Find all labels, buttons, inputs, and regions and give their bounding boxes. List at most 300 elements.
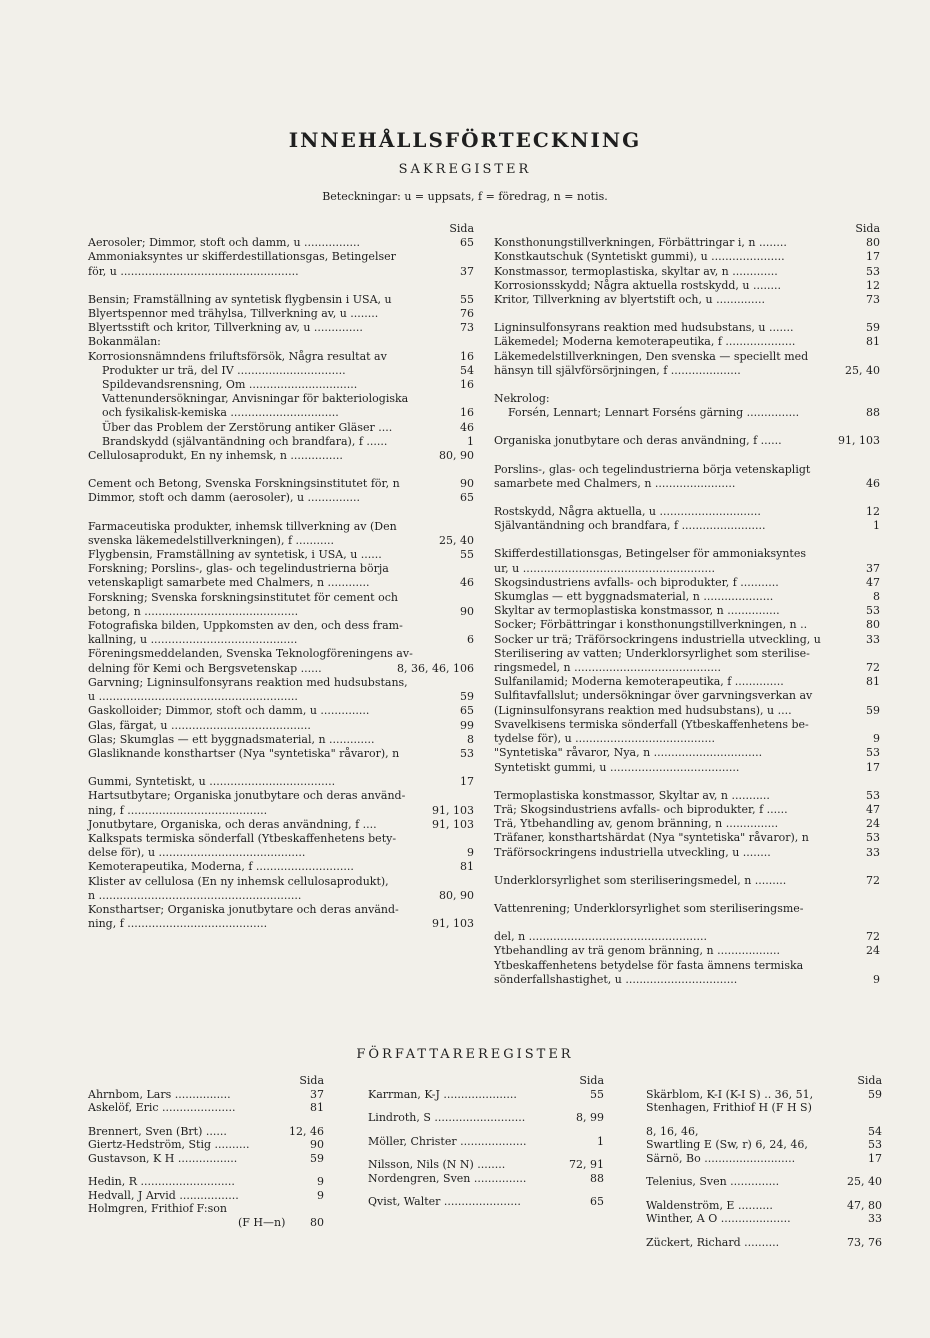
index-entry xyxy=(88,846,474,860)
index-entry-text: Korrosionsskydd; Några aktuella rostskydd, u ........ xyxy=(494,278,781,292)
author-name: Stenhagen, Frithiof H (F H S) xyxy=(646,1101,812,1114)
author-entry xyxy=(88,1202,324,1216)
index-entry-text: tydelse för), u ........................................ xyxy=(494,732,716,746)
index-entry xyxy=(88,350,474,364)
index-entry-page: 91, 103 xyxy=(432,817,474,831)
index-entry-text: vetenskapligt samarbete med Chalmers, n ............ xyxy=(88,576,370,590)
index-entry-text: Sulfanilamid; Moderna kemoterapeutika, f .............. xyxy=(494,675,784,689)
index-entry xyxy=(88,378,474,392)
index-entry-page: 81 xyxy=(460,860,474,874)
index-entry xyxy=(494,335,880,349)
index-entry xyxy=(88,747,474,761)
author-entry xyxy=(88,1101,324,1115)
author-entry xyxy=(368,1158,604,1172)
index-entry xyxy=(494,406,880,420)
index-entry-text: Termoplastiska konstmassor, Skyltar av, n ........... xyxy=(494,788,770,802)
index-entry-text: Garvning; Ligninsulfonsyrans reaktion med hudsubstans, xyxy=(88,675,408,689)
index-entry-page: 59 xyxy=(866,703,880,717)
index-entry-page: 65 xyxy=(460,236,474,250)
author-pages: 65 xyxy=(590,1195,604,1208)
index-entry-page: 8 xyxy=(873,590,880,604)
index-entry xyxy=(88,576,474,590)
index-entry-page: 91, 103 xyxy=(432,917,474,931)
index-entry-text: Konstkautschuk (Syntetiskt gummi), u ..................... xyxy=(494,250,785,264)
author-name: Gustavson, K H ................. xyxy=(88,1151,238,1165)
author-name: Swartling E (Sw, r) 6, 24, 46, xyxy=(646,1138,808,1151)
author-name: Waldenström, E .......... xyxy=(646,1198,773,1212)
author-entry xyxy=(646,1152,882,1166)
index-entry-page: 1 xyxy=(873,519,880,533)
index-entry-text: Jonutbytare, Organiska, och deras användning, f .... xyxy=(88,817,377,831)
index-entry-text: Kemoterapeutika, Moderna, f ............................ xyxy=(88,860,354,874)
index-entry-text: Flygbensin, Framställning av syntetisk, i USA, u ...... xyxy=(88,548,382,562)
index-entry-text: Forsén, Lennart; Lennart Forséns gärning ............... xyxy=(508,406,800,420)
index-entry-text: Skogsindustriens avfalls- och biprodukter, f ........... xyxy=(494,575,779,589)
index-entry xyxy=(494,250,880,264)
index-entry-page: 17 xyxy=(866,250,880,264)
index-entry xyxy=(494,959,880,973)
index-entry-text: Bokanmälan: xyxy=(88,335,161,349)
index-entry xyxy=(88,775,474,789)
author-pages: 1 xyxy=(597,1134,604,1148)
index-entry-text: Konsthonungstillverkningen, Förbättringar i, n ........ xyxy=(494,236,787,250)
index-entry-page: 53 xyxy=(866,746,880,760)
index-entry-page: 24 xyxy=(866,944,880,958)
index-entry-text: och fysikalisk-kemiska ............................... xyxy=(102,406,339,420)
index-entry-text: Socker; Förbättringar i konsthonungstillverkningen, n .. xyxy=(494,618,808,632)
index-entry xyxy=(88,818,474,832)
index-entry-page: 80 xyxy=(866,236,880,250)
index-entry-page: 81 xyxy=(866,335,880,349)
index-entry xyxy=(88,662,474,676)
author-pages: 33 xyxy=(868,1212,882,1225)
index-entry-text: Syntetiskt gummi, u ..................................... xyxy=(494,760,740,774)
index-entry-text: Skifferdestillationsgas, Betingelser för ammoniaksyntes xyxy=(494,547,806,561)
index-entry-page: 53 xyxy=(866,264,880,278)
index-entry-text: Trä, Ytbehandling av, genom bränning, n ............... xyxy=(494,817,779,831)
index-entry-text: Blyertsstift och kritor, Tillverkning av, u .............. xyxy=(88,321,363,335)
index-entry-text: Glasliknande konsthartser (Nya "syntetiska" råvaror), n xyxy=(88,746,400,760)
index-entry xyxy=(494,463,880,477)
index-entry-text: Socker ur trä; Träförsockringens industriella utveckling, u xyxy=(494,632,821,646)
index-entry-page: 9 xyxy=(467,846,474,860)
author-pages: 37 xyxy=(310,1087,324,1101)
author-entry xyxy=(646,1236,882,1250)
author-pages: 9 xyxy=(317,1175,324,1188)
index-entry xyxy=(494,562,880,576)
author-pages: 55 xyxy=(590,1087,604,1101)
index-entry xyxy=(88,406,474,420)
index-entry-text: (Ligninsulfonsyrans reaktion med hudsubstans), u .... xyxy=(494,703,792,717)
index-entry-text: Sulfitavfallslut; undersökningar över garvningsverkan av xyxy=(494,689,813,703)
index-entry xyxy=(88,265,474,279)
index-entry xyxy=(88,633,474,647)
index-entry-text: Ytbeskaffenhetens betydelse för fasta ämnens termiska xyxy=(494,958,804,972)
author-index-column-3 xyxy=(646,1074,882,1249)
index-entry-page: 72 xyxy=(866,661,880,675)
index-entry-text: Cement och Betong, Svenska Forskningsinstitutet för, n xyxy=(88,477,400,491)
author-name: Giertz-Hedström, Stig .......... xyxy=(88,1138,250,1151)
index-entry xyxy=(494,803,880,817)
index-entry-page: 59 xyxy=(866,321,880,335)
author-entry xyxy=(368,1111,604,1125)
index-entry xyxy=(88,690,474,704)
index-entry-page: 12 xyxy=(866,278,880,292)
index-entry-page: 8 xyxy=(467,732,474,746)
index-entry-text: Glas, färgat, u ........................................ xyxy=(88,718,311,732)
index-entry-text: Trä; Skogsindustriens avfalls- och biprodukter, f ...... xyxy=(494,802,788,816)
index-entry xyxy=(88,449,474,463)
author-entry xyxy=(88,1189,324,1203)
index-entry-text: Hartsutbytare; Organiska jonutbytare och deras använd- xyxy=(88,789,406,803)
index-entry xyxy=(494,647,880,661)
index-entry-page: 1 xyxy=(467,434,474,448)
sida-label: Sida xyxy=(579,1074,604,1087)
index-entry xyxy=(88,789,474,803)
author-pages: 53 xyxy=(868,1138,882,1151)
subject-index-left-column xyxy=(88,222,474,931)
index-entry xyxy=(88,860,474,874)
index-entry-page: 24 xyxy=(866,817,880,831)
index-entry xyxy=(494,364,880,378)
author-name: Skärblom, K-I (K-I S) .. 36, 51, xyxy=(646,1087,814,1101)
index-entry-page: 16 xyxy=(460,406,474,420)
author-entry xyxy=(88,1125,324,1139)
index-entry xyxy=(494,505,880,519)
index-entry-text: Föreningsmeddelanden, Svenska Teknologföreningens av- xyxy=(88,647,413,661)
index-entry-page: 91, 103 xyxy=(432,803,474,817)
index-entry-page: 33 xyxy=(866,845,880,859)
index-entry xyxy=(88,917,474,931)
index-entry-page: 46 xyxy=(460,576,474,590)
index-entry-text: Klister av cellulosa (En ny inhemsk cellulosaprodukt), xyxy=(88,874,389,888)
index-entry-page: 72 xyxy=(866,873,880,887)
index-entry-page: 12 xyxy=(866,505,880,519)
index-entry-text: delning för Kemi och Bergsvetenskap ...... xyxy=(88,661,322,675)
author-name: Winther, A O .................... xyxy=(646,1212,791,1225)
author-name: (F H—n) xyxy=(238,1215,286,1229)
index-entry xyxy=(494,661,880,675)
index-entry-text: Skyltar av termoplastiska konstmassor, n ............... xyxy=(494,604,780,618)
index-entry xyxy=(88,548,474,562)
index-entry xyxy=(494,874,880,888)
index-entry-text: Ytbehandling av trä genom bränning, n .................. xyxy=(494,944,781,958)
author-pages: 47, 80 xyxy=(847,1198,882,1212)
sida-label: Sida xyxy=(855,222,880,235)
author-index-column-2 xyxy=(368,1074,604,1209)
index-entry-page: 8, 36, 46, 106 xyxy=(397,661,474,675)
index-entry-text: Nekrolog: xyxy=(494,392,550,406)
author-name: Särnö, Bo .......................... xyxy=(646,1151,796,1165)
author-pages: 12, 46 xyxy=(289,1124,324,1138)
index-entry-text: Fotografiska bilden, Uppkomsten av den, och dess fram- xyxy=(88,619,403,633)
author-name: Brennert, Sven (Brt) ...... xyxy=(88,1124,227,1138)
author-name: 8, 16, 46, xyxy=(646,1124,699,1138)
index-entry-page: 53 xyxy=(866,831,880,845)
index-entry-page: 17 xyxy=(866,760,880,774)
index-entry-text: Svavelkisens termiska sönderfall (Ytbeskaffenhetens be- xyxy=(494,717,809,731)
index-entry-page: 80 xyxy=(866,618,880,632)
author-pages: 90 xyxy=(310,1138,324,1151)
index-entry xyxy=(88,804,474,818)
section-title-sakregister: SAKREGISTER xyxy=(398,162,532,177)
index-entry xyxy=(88,534,474,548)
index-entry xyxy=(88,562,474,576)
author-pages: 81 xyxy=(310,1101,324,1114)
index-entry-page: 55 xyxy=(460,548,474,562)
index-entry-text: Vattenrening; Underklorsyrlighet som steriliseringsme- xyxy=(494,901,804,915)
index-entry xyxy=(494,434,880,448)
author-pages: 80 xyxy=(310,1215,324,1229)
index-entry xyxy=(494,675,880,689)
index-entry-text: Läkemedel; Moderna kemoterapeutika, f .................... xyxy=(494,335,796,349)
index-entry xyxy=(88,421,474,435)
index-entry-page: 9 xyxy=(873,732,880,746)
index-entry-text: Korrosionsnämndens friluftsförsök, Några resultat av xyxy=(88,349,387,363)
index-entry-text: Träfaner, konsthartshärdat (Nya "syntetiska" råvaror), n xyxy=(494,831,809,845)
author-name: Möller, Christer ................... xyxy=(368,1134,527,1148)
author-entry xyxy=(368,1172,604,1186)
index-entry-text: Glas; Skumglas — ett byggnadsmaterial, n ............. xyxy=(88,732,375,746)
index-entry xyxy=(494,618,880,632)
author-entry xyxy=(646,1199,882,1213)
index-entry xyxy=(494,732,880,746)
index-entry-text: hänsyn till självförsörjningen, f .................... xyxy=(494,363,741,377)
index-entry xyxy=(494,293,880,307)
index-entry-text: kallning, u .......................................... xyxy=(88,633,298,647)
index-entry-text: Porslins-, glas- och tegelindustrierna börja vetenskapligt xyxy=(494,462,811,476)
author-entry xyxy=(88,1216,324,1230)
author-entry xyxy=(368,1135,604,1149)
index-entry xyxy=(494,973,880,987)
index-entry xyxy=(494,547,880,561)
sida-label: Sida xyxy=(857,1074,882,1087)
author-entry xyxy=(88,1175,324,1189)
index-entry xyxy=(494,236,880,250)
index-entry-text: sönderfallshastighet, u ................................ xyxy=(494,972,738,986)
author-name: Holmgren, Frithiof F:son xyxy=(88,1202,227,1215)
index-entry xyxy=(494,761,880,775)
sida-label: Sida xyxy=(299,1074,324,1087)
index-entry-text: delse för), u .......................................... xyxy=(88,846,306,860)
index-entry-page: 54 xyxy=(460,363,474,377)
author-name: Nordengren, Sven ............... xyxy=(368,1171,527,1185)
index-entry-text: Självantändning och brandfara, f ........................ xyxy=(494,519,766,533)
index-entry xyxy=(494,944,880,958)
index-entry xyxy=(88,875,474,889)
author-name: Ahrnbom, Lars ................ xyxy=(88,1087,231,1101)
index-entry-text: samarbete med Chalmers, n ....................... xyxy=(494,476,736,490)
index-entry xyxy=(88,321,474,335)
index-entry-text: Aerosoler; Dimmor, stoft och damm, u ................ xyxy=(88,236,360,250)
index-entry-page: 53 xyxy=(460,746,474,760)
index-entry-page: 59 xyxy=(460,690,474,704)
index-entry-page: 16 xyxy=(460,378,474,392)
index-entry xyxy=(88,903,474,917)
index-entry-text: Vattenundersökningar, Anvisningar för bakteriologiska xyxy=(102,392,409,406)
index-entry xyxy=(88,832,474,846)
index-entry-page: 65 xyxy=(460,491,474,505)
index-entry xyxy=(494,831,880,845)
index-entry-page: 88 xyxy=(866,406,880,420)
index-entry xyxy=(494,279,880,293)
index-entry xyxy=(88,236,474,250)
author-entry xyxy=(88,1138,324,1152)
index-entry xyxy=(88,719,474,733)
author-name: Nilsson, Nils (N N) ........ xyxy=(368,1158,506,1171)
author-pages: 88 xyxy=(590,1171,604,1185)
index-entry-page: 33 xyxy=(866,632,880,646)
index-entry xyxy=(494,930,880,944)
index-entry xyxy=(494,350,880,364)
index-entry-text: Organiska jonutbytare och deras användning, f ...... xyxy=(494,434,782,448)
index-entry-page: 47 xyxy=(866,575,880,589)
author-name: Hedvall, J Arvid ................. xyxy=(88,1188,239,1202)
author-entry xyxy=(646,1212,882,1226)
author-name: Hedin, R ........................... xyxy=(88,1175,235,1188)
index-entry-text: "Syntetiska" råvaror, Nya, n ............................... xyxy=(494,746,763,760)
index-entry-page: 47 xyxy=(866,802,880,816)
index-entry-page: 37 xyxy=(866,561,880,575)
index-entry xyxy=(494,392,880,406)
index-entry xyxy=(88,250,474,264)
index-entry xyxy=(88,392,474,406)
author-entry xyxy=(646,1101,882,1115)
index-entry xyxy=(88,704,474,718)
index-entry-text: Underklorsyrlighet som steriliseringsmedel, n ......... xyxy=(494,873,787,887)
index-entry-text: Farmaceutiska produkter, inhemsk tillverkning av (Den xyxy=(88,519,397,533)
index-entry-page: 37 xyxy=(460,264,474,278)
index-entry-page: 99 xyxy=(460,718,474,732)
index-entry-text: Über das Problem der Zerstörung antiker Gläser .... xyxy=(102,420,393,434)
author-pages: 72, 91 xyxy=(569,1158,604,1171)
index-entry-page: 90 xyxy=(460,604,474,618)
index-entry-page: 25, 40 xyxy=(439,533,474,547)
index-entry-page: 90 xyxy=(460,477,474,491)
index-entry xyxy=(494,477,880,491)
index-entry-page: 81 xyxy=(866,675,880,689)
index-entry xyxy=(88,491,474,505)
index-entry xyxy=(88,605,474,619)
index-entry-page: 73 xyxy=(866,293,880,307)
index-entry xyxy=(494,817,880,831)
author-pages: 59 xyxy=(868,1087,882,1101)
index-entry xyxy=(494,633,880,647)
index-entry xyxy=(88,335,474,349)
index-entry xyxy=(88,364,474,378)
author-name: Karrman, K-J ..................... xyxy=(368,1087,517,1101)
index-entry-page: 25, 40 xyxy=(845,363,880,377)
index-entry-text: Sterilisering av vatten; Underklorsyrlighet som sterilise- xyxy=(494,646,810,660)
index-entry xyxy=(494,746,880,760)
index-entry-text: Forskning; Svenska forskningsinstitutet för cement och xyxy=(88,590,398,604)
section-title-forfattareregister: FÖRFATTAREREGISTER xyxy=(356,1047,574,1062)
index-entry-text: u ......................................................... xyxy=(88,690,298,704)
index-entry-page: 80, 90 xyxy=(439,449,474,463)
index-entry-page: 80, 90 xyxy=(439,888,474,902)
index-entry-text: Cellulosaprodukt, En ny inhemsk, n ............... xyxy=(88,449,343,463)
index-entry xyxy=(494,789,880,803)
index-entry xyxy=(88,477,474,491)
index-entry-text: ringsmedel, n .......................................... xyxy=(494,661,721,675)
index-entry-page: 16 xyxy=(460,349,474,363)
index-entry xyxy=(88,676,474,690)
index-entry-text: Brandskydd (självantändning och brandfara), f ...... xyxy=(102,434,388,448)
index-entry-text: Gummi, Syntetiskt, u .................................... xyxy=(88,775,336,789)
index-entry-page: 65 xyxy=(460,704,474,718)
index-entry xyxy=(494,689,880,703)
index-entry xyxy=(88,307,474,321)
author-entry xyxy=(368,1088,604,1102)
sida-label: Sida xyxy=(449,222,474,235)
index-entry-text: Produkter ur trä, del IV ............................... xyxy=(102,363,346,377)
index-entry-text: Träförsockringens industriella utveckling, u ........ xyxy=(494,845,771,859)
index-entry xyxy=(494,704,880,718)
index-entry-page: 53 xyxy=(866,788,880,802)
index-entry-text: Skumglas — ett byggnadsmaterial, n .................... xyxy=(494,590,774,604)
index-entry xyxy=(494,846,880,860)
index-entry-text: Konstmassor, termoplastiska, skyltar av, n ............. xyxy=(494,264,778,278)
index-entry xyxy=(494,718,880,732)
author-pages: 54 xyxy=(868,1124,882,1138)
index-entry-page: 73 xyxy=(460,321,474,335)
author-pages: 59 xyxy=(310,1151,324,1165)
index-entry xyxy=(494,265,880,279)
index-entry xyxy=(88,619,474,633)
index-entry-text: svenska läkemedelstillverkningen), f ........... xyxy=(88,533,334,547)
index-entry-page: 72 xyxy=(866,930,880,944)
index-entry xyxy=(88,591,474,605)
index-entry-text: ning, f ........................................ xyxy=(88,803,268,817)
index-entry-text: Dimmor, stoft och damm (aerosoler), u ............... xyxy=(88,491,360,505)
index-entry xyxy=(494,519,880,533)
index-entry-page: 55 xyxy=(460,292,474,306)
author-pages: 73, 76 xyxy=(847,1235,882,1249)
index-entry-page: 76 xyxy=(460,307,474,321)
index-entry-page: 9 xyxy=(873,972,880,986)
index-entry-text: Forskning; Porslins-, glas- och tegelindustrierna börja xyxy=(88,562,389,576)
index-entry-page: 46 xyxy=(866,476,880,490)
index-entry-text: Rostskydd, Några aktuella, u ............................. xyxy=(494,505,761,519)
legend-text: Beteckningar: u = uppsats, f = föredrag, n = notis. xyxy=(322,190,608,203)
index-entry xyxy=(494,902,880,916)
author-entry xyxy=(646,1175,882,1189)
author-pages: 25, 40 xyxy=(847,1175,882,1188)
index-entry-text: Gaskolloider; Dimmor, stoft och damm, u .............. xyxy=(88,704,370,718)
author-entry xyxy=(88,1152,324,1166)
author-index-column-1 xyxy=(88,1074,324,1229)
index-entry-text: Kalkspats termiska sönderfall (Ytbeskaffenhetens bety- xyxy=(88,831,397,845)
index-entry-text: Konsthartser; Organiska jonutbytare och deras använd- xyxy=(88,902,399,916)
index-entry xyxy=(494,590,880,604)
index-entry xyxy=(88,520,474,534)
index-entry xyxy=(88,733,474,747)
author-pages: 8, 99 xyxy=(576,1111,604,1124)
author-name: Qvist, Walter ...................... xyxy=(368,1195,521,1208)
index-entry xyxy=(494,576,880,590)
page-title: INNEHÅLLSFÖRTECKNING xyxy=(288,128,642,152)
index-entry-page: 91, 103 xyxy=(838,434,880,448)
index-entry-text: Blyertspennor med trähylsa, Tillverkning av, u ........ xyxy=(88,307,379,321)
index-entry xyxy=(494,321,880,335)
index-entry-text: Ammoniaksyntes ur skifferdestillationsgas, Betingelser xyxy=(88,250,396,264)
index-entry-text: Kritor, Tillverkning av blyertstift och, u .............. xyxy=(494,293,766,307)
index-entry-text: Bensin; Framställning av syntetisk flygbensin i USA, u xyxy=(88,292,392,306)
index-entry-text: Ligninsulfonsyrans reaktion med hudsubstans, u ....... xyxy=(494,321,794,335)
index-entry-text: ur, u ....................................................... xyxy=(494,561,716,575)
index-entry-page: 46 xyxy=(460,420,474,434)
index-entry-text: ning, f ........................................ xyxy=(88,917,268,931)
